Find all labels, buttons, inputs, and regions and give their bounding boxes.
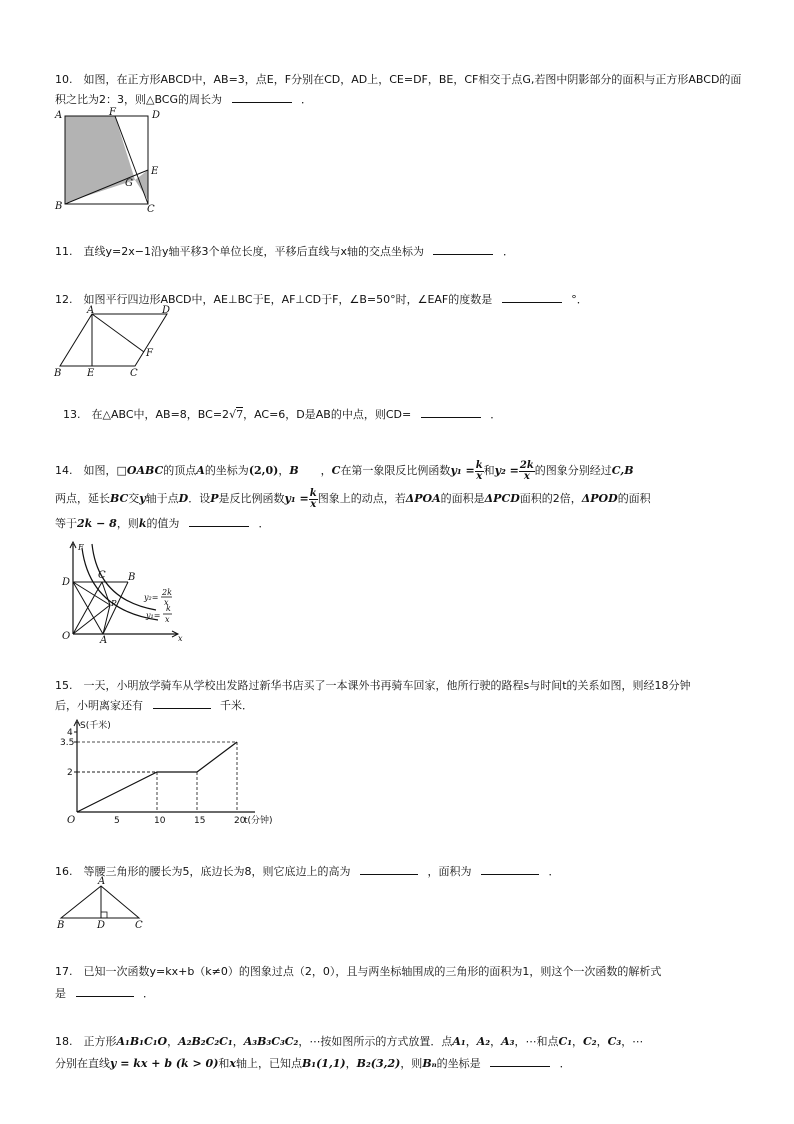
q14-math-k: k xyxy=(138,517,147,530)
q14-label-O: O xyxy=(62,631,71,642)
q14-text: 两点，延长 xyxy=(55,492,110,505)
q14-curve-y1 xyxy=(82,548,161,620)
q18-line1 xyxy=(55,1032,745,1052)
q14-label-A: A xyxy=(100,635,108,646)
q12-tail: °． xyxy=(571,293,588,306)
q18-math: A₂B₂C₂C₁ xyxy=(178,1035,233,1048)
q14-math-POA: ΔPOA xyxy=(405,492,441,505)
q15-line1: 15. 一天，小明放学骑车从学校出发路过新华书店买了一本课外书再骑车回家，他所行驶的路程s与时间t的关系如图，则经18分钟 xyxy=(55,679,691,692)
q14-math-PCD: ΔPCD xyxy=(484,492,520,505)
q14-text: 面积的2倍， xyxy=(519,492,582,505)
y-axis-label: S(千米) xyxy=(80,721,111,731)
q14-label-y2: y₂= xyxy=(144,593,159,602)
q16-answer-blank-area[interactable] xyxy=(481,862,539,875)
q14-line1 xyxy=(55,458,745,484)
q18-text: ， xyxy=(572,1035,584,1048)
q17-tail: ． xyxy=(143,987,154,1000)
q14-text: 的面积 xyxy=(617,492,651,505)
q18-text: ， xyxy=(167,1035,179,1048)
q14-text: 交 xyxy=(128,492,140,505)
sqrt-icon: √ xyxy=(229,408,237,421)
q17-answer-blank[interactable] xyxy=(76,984,134,997)
q17-text: 是 xyxy=(55,987,66,1000)
q18-math: A₃B₃C₃C₂ xyxy=(243,1035,299,1048)
q16-triangle xyxy=(61,886,139,918)
q14-math-BC: BC xyxy=(110,492,129,505)
frac-num: 2k xyxy=(519,459,534,471)
frac-num: k xyxy=(309,487,317,499)
q14-math-y: y xyxy=(139,492,146,505)
q10-square-figure xyxy=(55,107,165,215)
q16-tail: ． xyxy=(548,865,560,878)
q14-math-expr: 2k − 8 xyxy=(77,517,117,530)
x-tick-label: 15 xyxy=(194,816,206,826)
frac-num: k xyxy=(475,459,483,471)
q14-text: 图象上的动点，若 xyxy=(317,492,406,505)
q10-label-G: G xyxy=(125,178,133,189)
x-tick-label: 5 xyxy=(114,816,120,826)
q14-label-B: B xyxy=(128,572,136,583)
q14-fraction-2k-over-x xyxy=(519,461,535,482)
q16-line xyxy=(55,862,745,882)
q10-label-A: A xyxy=(55,110,63,121)
q14-text: 等于 xyxy=(55,517,77,530)
q15-text-b: 千米． xyxy=(220,699,253,712)
y-tick-label: 3.5 xyxy=(60,738,75,748)
q14-text: 14. 如图，□ xyxy=(55,464,127,477)
q14-label-y1: y₁= xyxy=(146,611,161,620)
q17-line1: 17. 已知一次函数y=kx+b（k≠0）的图象过点（2，0），且与两坐标轴围成的三角形的面积为1，则这个一次函数的解析式 xyxy=(55,965,662,978)
q18-text: ，⋯按如图所示的方式放置．点 xyxy=(298,1035,453,1048)
q14-label-C: C xyxy=(98,570,106,581)
q12-answer-blank[interactable] xyxy=(502,290,562,303)
q18-text: 18. 正方形 xyxy=(55,1035,117,1048)
q18-text: ， xyxy=(490,1035,502,1048)
q18-text: ， xyxy=(345,1057,357,1070)
q14-text: 的顶点 xyxy=(163,464,197,477)
q14-label-D: D xyxy=(62,577,71,588)
q14-fraction-k-over-x xyxy=(475,461,484,482)
q13-answer-blank[interactable] xyxy=(421,405,481,418)
q18-math: A₂ xyxy=(476,1035,491,1048)
q16-label-A: A xyxy=(98,876,106,887)
q13-text-a: 13. 在△ABC中，AB=8，BC=2 xyxy=(63,408,230,421)
q14-text: 和 xyxy=(483,464,495,477)
q14-hyperbola-figure xyxy=(58,540,188,646)
q14-answer-blank[interactable] xyxy=(189,514,249,527)
q18-answer-blank[interactable] xyxy=(490,1054,550,1067)
q10-label-F: F xyxy=(109,107,116,118)
q14-text: 是反比例函数 xyxy=(218,492,285,505)
q18-text: 轴上，已知点 xyxy=(235,1057,302,1070)
x-axis-label: t(分钟) xyxy=(244,816,273,826)
x-tick-label: 10 xyxy=(154,816,166,826)
q10-label-E: E xyxy=(151,166,159,177)
q16-label-C: C xyxy=(135,920,143,931)
q14-label-y2-num: 2k xyxy=(162,588,172,597)
q18-line2 xyxy=(55,1054,745,1074)
q14-math-A: A xyxy=(196,464,205,477)
q16-text: 16. 等腰三角形的腰长为5，底边长为8，则它底边上的高为 xyxy=(55,865,351,878)
q14-math-y2: y₂ = xyxy=(494,464,519,477)
q10-answer-blank[interactable] xyxy=(232,90,292,103)
q14-math-y1: y₁ = xyxy=(450,464,475,477)
q14-label-y2-den: x xyxy=(164,598,169,607)
q14-text: ．设 xyxy=(188,492,211,505)
q18-text: ，⋯ xyxy=(621,1035,644,1048)
q18-text: 分别在直线 xyxy=(55,1057,110,1070)
q14-line3 xyxy=(55,514,745,534)
q18-text: ，⋯和点 xyxy=(514,1035,559,1048)
q14-text: 的坐标为 xyxy=(204,464,249,477)
q12-label-A: A xyxy=(87,305,95,316)
q13-line xyxy=(63,405,753,425)
q18-math: C₃ xyxy=(607,1035,622,1048)
q14-label-P: P xyxy=(111,599,117,608)
q14-math-C: C xyxy=(331,464,341,477)
q10-line1: 10. 如图，在正方形ABCD中，AB=3，点E，F分别在CD，AD上，CE=DF，BE，CF相交于点G,若图中阴影部分的面积与正方形ABCD的面 xyxy=(55,73,742,86)
q18-math: A₁ xyxy=(452,1035,466,1048)
q11-answer-blank[interactable] xyxy=(433,242,493,255)
q16-label-B: B xyxy=(57,920,65,931)
q15-distance-time-chart xyxy=(55,716,285,831)
q14-line2 xyxy=(55,486,745,512)
q16-right-angle-mark xyxy=(101,912,107,918)
q14-text: 在第一象限反比例函数 xyxy=(340,464,451,477)
frac-den: x xyxy=(310,498,317,510)
q15-line2 xyxy=(55,696,745,716)
q18-text: ， xyxy=(596,1035,608,1048)
q14-text: 的面积是 xyxy=(440,492,485,505)
q10-tail: ． xyxy=(301,93,313,106)
frac-den: x xyxy=(523,470,530,482)
q14-label-y1-num: k xyxy=(166,604,171,613)
q14-math-coord: (2,0) xyxy=(248,464,279,477)
q13-text-b: ，AC=6，D是AB的中点，则CD= xyxy=(243,408,412,421)
q11-text: 11. 直线y=2x−1沿y轴平移3个单位长度，平移后直线与x轴的交点坐标为 xyxy=(55,245,424,258)
q14-fraction-k-over-x xyxy=(309,489,318,510)
q14-label-y: F xyxy=(78,543,84,552)
q18-text: 和 xyxy=(218,1057,230,1070)
q17-line2 xyxy=(55,984,745,1004)
frac-den: x xyxy=(476,470,483,482)
origin-label: O xyxy=(67,815,76,826)
q18-text: ，则 xyxy=(400,1057,423,1070)
q14-math-POD: ΔPOD xyxy=(581,492,618,505)
q14-label-x: x xyxy=(178,634,183,643)
q10-line2 xyxy=(55,90,745,110)
q16-label-D: D xyxy=(97,920,106,931)
q18-math: A₃ xyxy=(501,1035,515,1048)
q14-text: 的值为 xyxy=(146,517,180,530)
q14-math-y1: y₁ = xyxy=(284,492,309,505)
q11-tail: ． xyxy=(502,245,514,258)
q14-text: ， xyxy=(298,464,332,477)
q14-label-y1-den: x xyxy=(165,615,170,624)
q12-label-D: D xyxy=(162,305,171,316)
q15-answer-blank[interactable] xyxy=(153,696,211,709)
q18-math: C₂ xyxy=(583,1035,597,1048)
q16-triangle-figure xyxy=(55,876,150,932)
x-tick-label: 20 xyxy=(234,816,246,826)
q14-text: ，则 xyxy=(116,517,139,530)
q18-tail: ． xyxy=(559,1057,571,1070)
q12-label-F: F xyxy=(146,348,153,359)
q12-label-C: C xyxy=(130,368,138,379)
q16-mid: ，面积为 xyxy=(427,865,472,878)
q18-math: x xyxy=(229,1057,236,1070)
q12-label-E: E xyxy=(87,368,95,379)
q12-parallelogram-figure xyxy=(52,306,182,378)
q14-text: ， xyxy=(278,464,290,477)
q10-label-D: D xyxy=(152,110,161,121)
q14-math-B: B xyxy=(289,464,299,477)
q12-altitude-AF xyxy=(92,314,144,352)
q14-math-CB: C,B xyxy=(611,464,634,477)
q13-tail: ． xyxy=(490,408,502,421)
q18-math: A₁B₁C₁O xyxy=(116,1035,168,1048)
q18-math: B₁(1,1) xyxy=(301,1057,346,1070)
q18-text: ， xyxy=(465,1035,477,1048)
q10-text: 积之比为2：3，则△BCG的周长为 xyxy=(55,93,223,106)
q12-label-B: B xyxy=(54,368,62,379)
q14-math-P: P xyxy=(210,492,219,505)
q14-text: 轴于点 xyxy=(145,492,179,505)
q14-math-D: D xyxy=(178,492,189,505)
y-tick-label: 4 xyxy=(67,728,73,738)
q18-text: 的坐标是 xyxy=(436,1057,481,1070)
q18-math: C₁ xyxy=(558,1035,573,1048)
q18-math: y = kx + b (k > 0) xyxy=(110,1057,219,1070)
q12-text: 12. 如图平行四边形ABCD中，AE⊥BC于E，AF⊥CD于F，∠B=50°时，∠EAF的度数是 xyxy=(55,293,493,306)
q18-math: Bₙ xyxy=(422,1057,437,1070)
q10-label-B: B xyxy=(55,201,63,212)
q14-tail: ． xyxy=(258,517,270,530)
q15-text-a: 后，小明离家还有 xyxy=(55,699,143,712)
q13-sqrt-value: 7 xyxy=(236,408,244,421)
y-tick-label: 2 xyxy=(67,768,73,778)
q10-label-C: C xyxy=(147,204,155,215)
q14-math-oabc: OABC xyxy=(126,464,164,477)
q11-line xyxy=(55,242,745,262)
q18-text: ， xyxy=(232,1035,244,1048)
q16-answer-blank-height[interactable] xyxy=(360,862,418,875)
q14-text: 的图象分别经过 xyxy=(534,464,612,477)
q18-math: B₂(3,2) xyxy=(356,1057,401,1070)
